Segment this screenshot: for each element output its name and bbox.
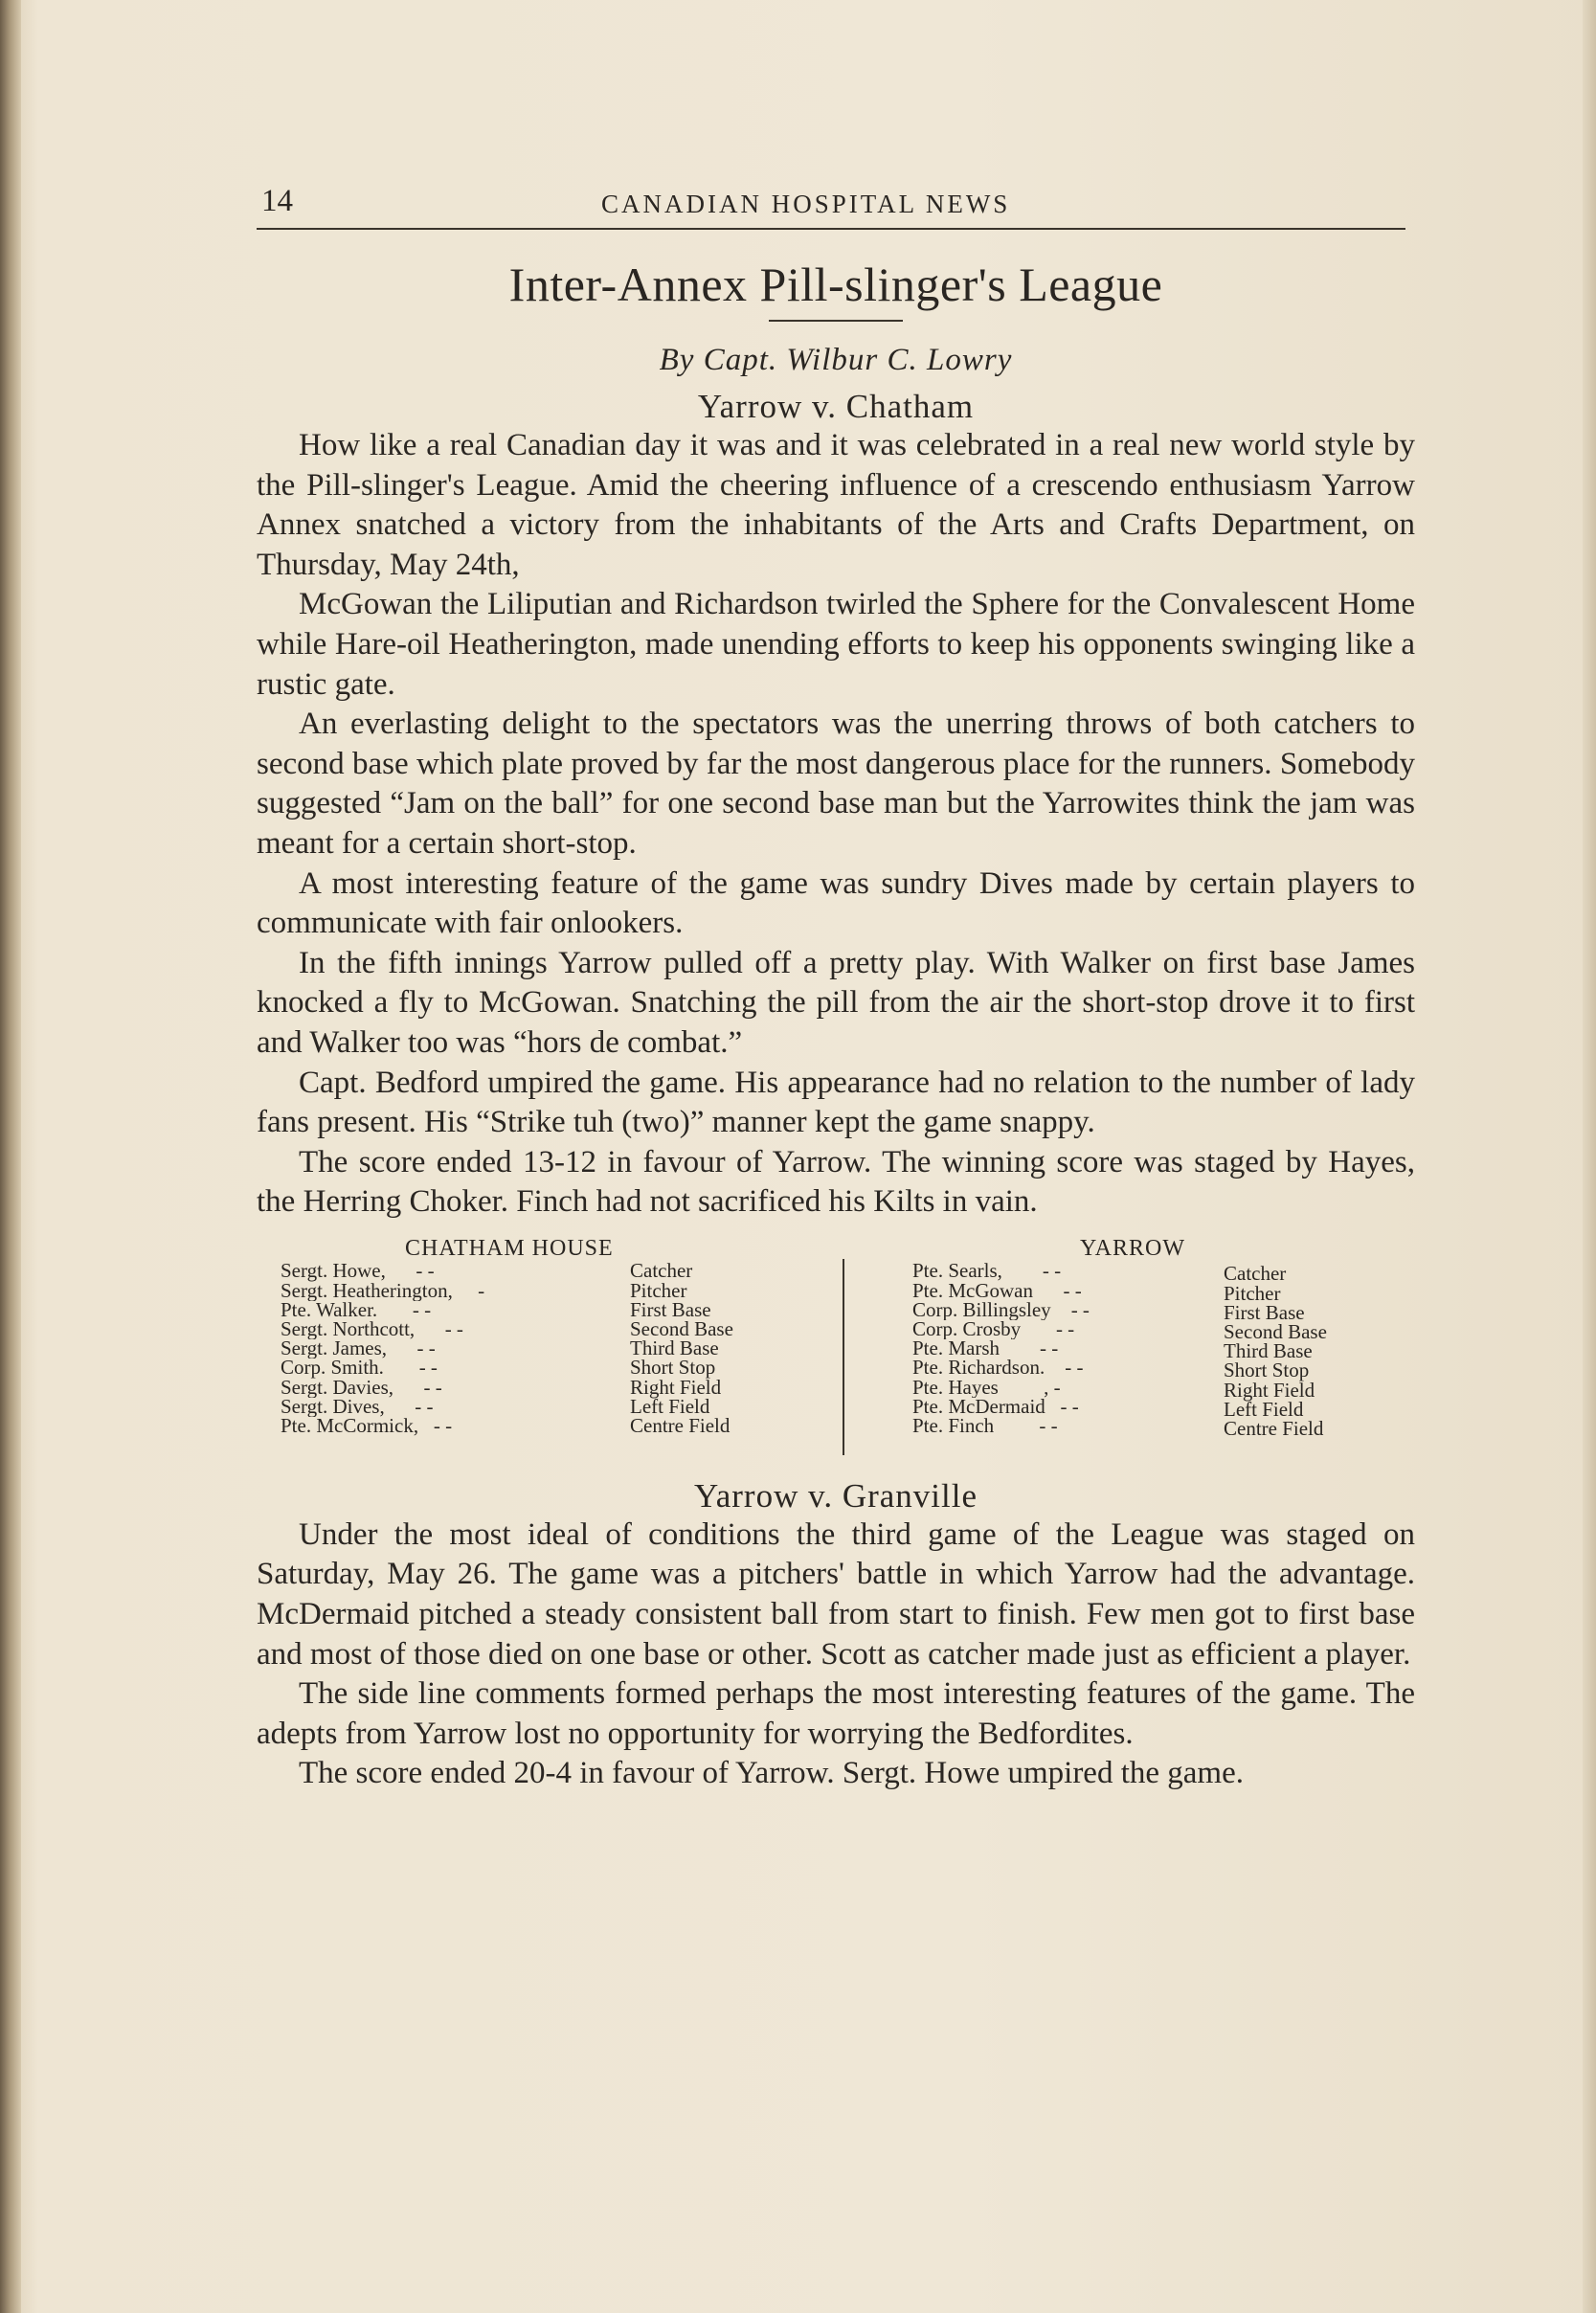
page-right-edge bbox=[1583, 0, 1596, 2313]
paragraph: How like a real Canadian day it was and it was celebrated in a real new world style by the Pill-slinger's League. Amid the cheering influence of a crescendo enthusiasm Yarrow Annex snatched a victory from the inhabitants of the Arts and Crafts Department, on Thursday, May 24th, bbox=[257, 428, 1415, 582]
lineup-row bbox=[912, 1300, 1391, 1324]
lineup-row bbox=[281, 1375, 798, 1399]
player-name: Pte. McCormick, - - bbox=[281, 1416, 453, 1437]
player-position: Catcher bbox=[630, 1259, 693, 1283]
player-position: First Base bbox=[1224, 1300, 1305, 1324]
player-name: Corp. Billingsley - - bbox=[912, 1300, 1090, 1321]
player-position: Left Field bbox=[630, 1394, 710, 1418]
player-position: Centre Field bbox=[1224, 1416, 1324, 1440]
journal-title: CANADIAN HOSPITAL NEWS bbox=[601, 190, 1011, 218]
paragraph: A most interesting feature of the game was sundry Dives made by certain players to communicate with fair onlookers. bbox=[257, 865, 1415, 941]
paragraph: Under the most ideal of conditions the third game of the League was staged on Saturday, May 26. The game was a pitchers' battle in which Yarrow had the advantage. McDermaid pitched a steady consistent ball from start to finish. Few men got to first base and most of those died on one base or other. Scott as catcher made just as efficient a player. bbox=[257, 1516, 1415, 1672]
page-binding-edge bbox=[0, 0, 21, 2313]
lineup-row bbox=[281, 1336, 798, 1360]
lineup-row bbox=[912, 1416, 1391, 1440]
paragraph: The side line comments formed perhaps the most interesting features of the game. The adepts from Yarrow lost no opportunity for worrying the Bedfordites. bbox=[257, 1676, 1415, 1751]
paragraph: McGowan the Liliputian and Richardson twirled the Sphere for the Convalescent Home while Hare-oil Heatherington, made unending efforts to keep his opponents swinging like a rustic gate. bbox=[257, 587, 1415, 702]
paragraph: Capt. Bedford umpired the game. His appearance had no relation to the number of lady fans present. His “Strike tuh (two)” manner kept the game snappy. bbox=[257, 1065, 1415, 1140]
player-name: Pte. Marsh - - bbox=[912, 1339, 1059, 1359]
player-name: Pte. Searls, - - bbox=[912, 1262, 1062, 1282]
lineup-row bbox=[281, 1317, 798, 1341]
player-position: Pitcher bbox=[1224, 1281, 1281, 1305]
player-position: Left Field bbox=[1224, 1397, 1304, 1421]
lineup-row bbox=[281, 1413, 798, 1437]
page-number: 14 bbox=[261, 184, 293, 218]
section-body-yarrow-chatham bbox=[257, 426, 1415, 1223]
header-rule bbox=[257, 228, 1405, 230]
paragraph: The score ended 20-4 in favour of Yarrow. Sergt. Howe umpired the game. bbox=[299, 1756, 1244, 1791]
article-byline: By Capt. Wilbur C. Lowry bbox=[659, 343, 1013, 377]
article-title: Inter-Annex Pill-slinger's League bbox=[508, 258, 1163, 311]
team-lineups bbox=[257, 1235, 1415, 1477]
player-position: Right Field bbox=[630, 1375, 722, 1399]
player-name: Pte. Walker. - - bbox=[281, 1300, 432, 1321]
paragraph: In the fifth innings Yarrow pulled off a pretty play. With Walker on first base James knocked a fly to McGowan. Snatching the pill from the air the short-stop drove it to first and Walker too was “hors de combat.” bbox=[257, 945, 1415, 1060]
player-name: Pte. Richardson. - - bbox=[912, 1359, 1084, 1379]
player-name: Pte. Hayes , - bbox=[912, 1378, 1061, 1398]
lineup-row bbox=[912, 1359, 1391, 1382]
team-name-yarrow: YARROW bbox=[1079, 1235, 1185, 1261]
player-name: Sergt. Northcott, - - bbox=[281, 1320, 463, 1340]
section-heading-yarrow-chatham: Yarrow v. Chatham bbox=[697, 388, 975, 425]
player-position: Pitcher bbox=[630, 1278, 687, 1302]
player-position: Short Stop bbox=[630, 1356, 716, 1380]
paragraph: The score ended 13-12 in favour of Yarrow. The winning score was staged by Hayes, the Herring Choker. Finch had not sacrificed his Kilts in vain. bbox=[257, 1144, 1415, 1220]
player-name: Sergt. James, - - bbox=[281, 1339, 436, 1359]
paragraph: An everlasting delight to the spectators was the unerring throws of both catchers to second base which plate proved by far the most dangerous place for the runners. Somebody suggested “Jam on the ball” for one second base man but the Yarrowites think the jam was meant for a certain short-stop. bbox=[257, 707, 1415, 861]
player-position: Catcher bbox=[1224, 1262, 1287, 1286]
lineup-row bbox=[281, 1259, 798, 1283]
player-name: Sergt. Heatherington, - bbox=[281, 1281, 485, 1301]
player-name: Corp. Crosby - - bbox=[912, 1320, 1075, 1340]
section-heading-yarrow-granville: Yarrow v. Granville bbox=[693, 1476, 978, 1515]
team-name-chatham: CHATHAM HOUSE bbox=[405, 1235, 614, 1261]
lineup-divider bbox=[843, 1259, 844, 1455]
player-position: Short Stop bbox=[1224, 1359, 1310, 1382]
lineup-row bbox=[912, 1397, 1391, 1421]
player-name: Sergt. Davies, - - bbox=[281, 1378, 442, 1398]
title-rule bbox=[769, 320, 903, 322]
player-name: Sergt. Howe, - - bbox=[281, 1262, 435, 1282]
player-name: Sergt. Dives, - - bbox=[281, 1397, 434, 1417]
player-position: Second Base bbox=[630, 1317, 733, 1341]
player-name: Pte. Finch - - bbox=[912, 1416, 1058, 1437]
running-head bbox=[257, 182, 1415, 228]
section-body-yarrow-granville bbox=[257, 1516, 1415, 1794]
lineup-row bbox=[281, 1278, 798, 1302]
page-content bbox=[257, 182, 1415, 1794]
lineup-yarrow bbox=[912, 1235, 1391, 1440]
player-position: First Base bbox=[630, 1297, 711, 1321]
player-position: Second Base bbox=[1224, 1320, 1327, 1344]
lineup-row bbox=[912, 1281, 1391, 1305]
player-name: Corp. Smith. - - bbox=[281, 1359, 438, 1379]
lineup-row bbox=[912, 1378, 1391, 1402]
player-position: Third Base bbox=[1224, 1339, 1313, 1363]
player-position: Third Base bbox=[630, 1336, 719, 1360]
player-name: Pte. McDermaid - - bbox=[912, 1397, 1079, 1417]
lineup-row bbox=[912, 1320, 1391, 1344]
player-name: Pte. McGowan - - bbox=[912, 1281, 1082, 1301]
player-position: Centre Field bbox=[630, 1413, 731, 1437]
lineup-row bbox=[912, 1262, 1391, 1286]
player-position: Right Field bbox=[1224, 1378, 1315, 1402]
lineup-chatham-house bbox=[281, 1235, 798, 1437]
